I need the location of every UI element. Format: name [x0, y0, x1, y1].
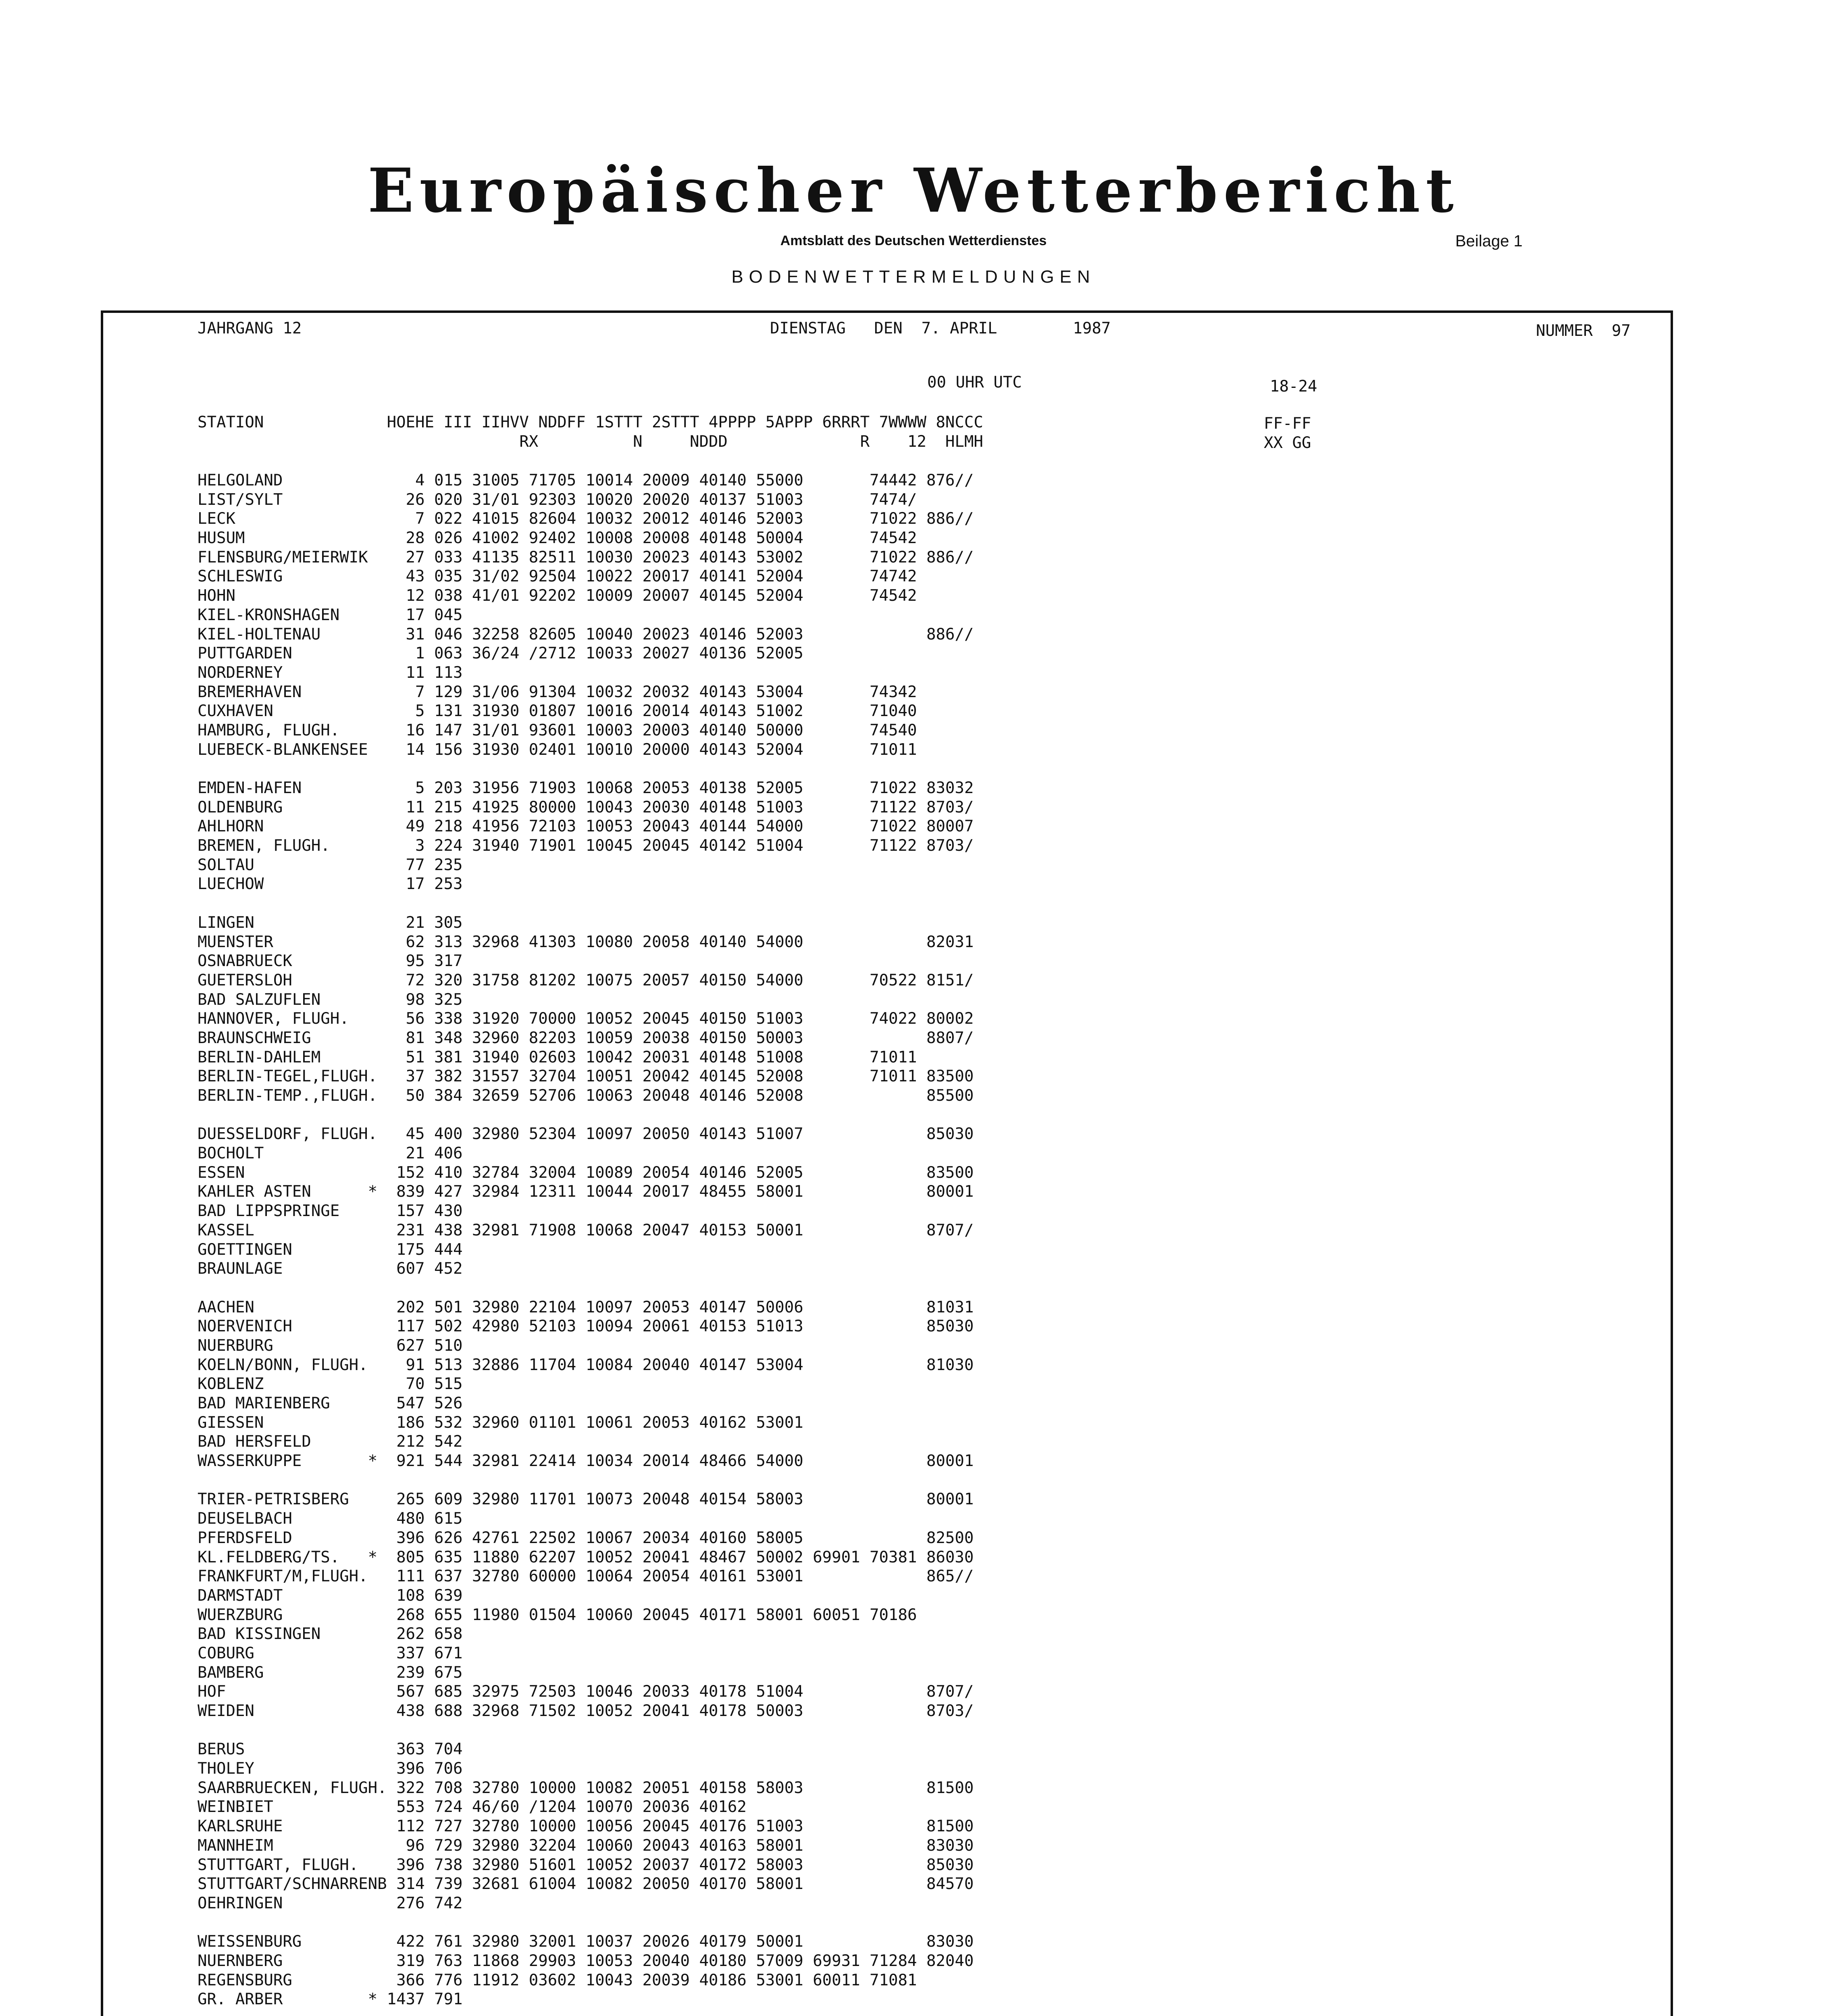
group-separator — [198, 2009, 974, 2016]
table-row: KOBLENZ 70 515 — [198, 1375, 463, 1393]
table-row: LIST/SYLT 26 020 31/01 92303 10020 20020 40137 51003 7474/ — [198, 490, 917, 509]
table-row: REGENSBURG 366 776 11912 03602 10043 20039 40186 53001 60011 71081 — [198, 1971, 917, 1989]
station-table — [198, 471, 974, 2016]
publisher-subtitle: Amtsblatt des Deutschen Wetterdienstes — [780, 233, 1047, 248]
table-row: BERLIN-DAHLEM 51 381 31940 02603 10042 20031 40148 51008 71011 — [198, 1048, 917, 1066]
table-row: BERUS 363 704 — [198, 1740, 463, 1759]
table-row: BAD SALZUFLEN 98 325 — [198, 990, 463, 1009]
table-row: WEINBIET 553 724 46/60 /1204 10070 20036 40162 — [198, 1798, 747, 1816]
table-row: BOCHOLT 21 406 — [198, 1144, 463, 1163]
table-row: STUTTGART, FLUGH. 396 738 32980 51601 10052 20037 40172 58003 85030 — [198, 1856, 974, 1874]
table-row: LECK 7 022 41015 82604 10032 20012 40146 52003 71022 886// — [198, 510, 974, 528]
table-row: HUSUM 28 026 41002 92402 10008 20008 40148 50004 74542 — [198, 529, 917, 548]
table-row: NUERNBERG 319 763 11868 29903 10053 20040 40180 57009 69931 71284 82040 — [198, 1951, 974, 1970]
volume-label: JAHRGANG 12 — [198, 319, 302, 337]
table-row: NOERVENICH 117 502 42980 52103 10094 20061 40153 51013 85030 — [198, 1317, 974, 1336]
table-row: KAHLER ASTEN * 839 427 32984 12311 10044 20017 48455 58001 80001 — [198, 1183, 974, 1201]
issue-number: NUMMER 97 — [1536, 322, 1631, 340]
table-row: TRIER-PETRISBERG 265 609 32980 11701 10073 20048 40154 58003 80001 — [198, 1490, 974, 1509]
group-separator — [198, 1106, 974, 1125]
table-row: MUENSTER 62 313 32968 41303 10080 20058 40140 54000 82031 — [198, 933, 974, 951]
table-row: FLENSBURG/MEIERWIK 27 033 41135 82511 10030 20023 40143 53002 71022 886// — [198, 548, 974, 566]
table-row: COBURG 337 671 — [198, 1644, 463, 1662]
table-row: BREMERHAVEN 7 129 31/06 91304 10032 20032 40143 53004 74342 — [198, 683, 917, 701]
table-row: WEISSENBURG 422 761 32980 32001 10037 20026 40179 50001 83030 — [198, 1933, 974, 1951]
group-separator — [198, 894, 974, 913]
table-row: STUTTGART/SCHNARRENB 314 739 32681 61004 10082 20050 40170 58001 84570 — [198, 1875, 974, 1893]
table-row: FRANKFURT/M,FLUGH. 111 637 32780 60000 10064 20054 40161 53001 865// — [198, 1567, 974, 1586]
table-row: GIESSEN 186 532 32960 01101 10061 20053 40162 53001 — [198, 1413, 803, 1432]
table-row: OEHRINGEN 276 742 — [198, 1894, 463, 1912]
table-row: HAMBURG, FLUGH. 16 147 31/01 93601 10003 20003 40140 50000 74540 — [198, 721, 917, 739]
supplement-label: Beilage 1 — [1455, 232, 1523, 250]
issue-date: DIENSTAG DEN 7. APRIL 1987 — [770, 319, 1111, 337]
table-row: SOLTAU 77 235 — [198, 856, 463, 874]
table-row: KARLSRUHE 112 727 32780 10000 10056 20045 40176 51003 81500 — [198, 1817, 974, 1836]
table-row: KL.FELDBERG/TS. * 805 635 11880 62207 10052 20041 48467 50002 69901 70381 86030 — [198, 1548, 974, 1566]
table-row: KIEL-KRONSHAGEN 17 045 — [198, 606, 463, 624]
table-row: BAD MARIENBERG 547 526 — [198, 1394, 463, 1412]
group-separator — [198, 1721, 974, 1740]
table-row: THOLEY 396 706 — [198, 1760, 463, 1778]
table-row: SAARBRUECKEN, FLUGH. 322 708 32780 10000 10082 20051 40158 58003 81500 — [198, 1779, 974, 1797]
table-row: BAD LIPPSPRINGE 157 430 — [198, 1202, 463, 1220]
page-title: Europäischer Wetterbericht — [368, 155, 1459, 226]
column-header-line-1: STATION HOEHE III IIHVV NDDFF 1STTT 2STTT 4PPPP 5APPP 6RRRT 7WWWW 8NCCC — [198, 413, 983, 431]
table-row: DEUSELBACH 480 615 — [198, 1510, 463, 1528]
table-row: DUESSELDORF, FLUGH. 45 400 32980 52304 10097 20050 40143 51007 85030 — [198, 1125, 974, 1143]
table-row: KIEL-HOLTENAU 31 046 32258 82605 10040 20023 40146 52003 886// — [198, 625, 974, 644]
section-heading: BODENWETTERMELDUNGEN — [731, 267, 1096, 287]
table-row: NUERBURG 627 510 — [198, 1336, 463, 1355]
table-row: PUTTGARDEN 1 063 36/24 /2712 10033 20027 40136 52005 — [198, 644, 803, 663]
column-header-xx: XX GG — [1264, 434, 1311, 452]
time-range: 18-24 — [1270, 377, 1317, 396]
table-row: HANNOVER, FLUGH. 56 338 31920 70000 10052 20045 40150 51003 74022 80002 — [198, 1010, 974, 1028]
table-row: WASSERKUPPE * 921 544 32981 22414 10034 20014 48466 54000 80001 — [198, 1452, 974, 1470]
table-row: WUERZBURG 268 655 11980 01504 10060 20045 40171 58001 60051 70186 — [198, 1606, 917, 1624]
table-row: BRAUNSCHWEIG 81 348 32960 82203 10059 20038 40150 50003 8807/ — [198, 1029, 974, 1047]
table-row: LUEBECK-BLANKENSEE 14 156 31930 02401 10010 20000 40143 52004 71011 — [198, 740, 917, 759]
table-row: EMDEN-HAFEN 5 203 31956 71903 10068 20053 40138 52005 71022 83032 — [198, 779, 974, 797]
table-row: NORDERNEY 11 113 — [198, 663, 463, 682]
table-row: KASSEL 231 438 32981 71908 10068 20047 40153 50001 8707/ — [198, 1221, 974, 1239]
column-header-line-2: RX N NDDD R 12 HLMH — [198, 433, 983, 451]
table-row: BREMEN, FLUGH. 3 224 31940 71901 10045 20045 40142 51004 71122 8703/ — [198, 837, 974, 855]
table-row: GR. ARBER * 1437 791 — [198, 1990, 463, 2009]
table-row: GUETERSLOH 72 320 31758 81202 10075 20057 40150 54000 70522 8151/ — [198, 971, 974, 989]
table-row: GOETTINGEN 175 444 — [198, 1240, 463, 1259]
table-row: AACHEN 202 501 32980 22104 10097 20053 40147 50006 81031 — [198, 1298, 974, 1316]
table-row: WEIDEN 438 688 32968 71502 10052 20041 40178 50003 8703/ — [198, 1702, 974, 1720]
table-row: CUXHAVEN 5 131 31930 01807 10016 20014 40143 51002 71040 — [198, 702, 917, 721]
table-row: KOELN/BONN, FLUGH. 91 513 32886 11704 10084 20040 40147 53004 81030 — [198, 1356, 974, 1374]
group-separator — [198, 1279, 974, 1298]
table-row: LUECHOW 17 253 — [198, 875, 463, 893]
table-row: BERLIN-TEGEL,FLUGH. 37 382 31557 32704 10051 20042 40145 52008 71011 83500 — [198, 1067, 974, 1086]
table-row: LINGEN 21 305 — [198, 913, 463, 932]
table-row: AHLHORN 49 218 41956 72103 10053 20043 40144 54000 71022 80007 — [198, 817, 974, 836]
table-row: PFERDSFELD 396 626 42761 22502 10067 20034 40160 58005 82500 — [198, 1529, 974, 1547]
table-row: OLDENBURG 11 215 41925 80000 10043 20030 40148 51003 71122 8703/ — [198, 798, 974, 816]
table-row: HOF 567 685 32975 72503 10046 20033 40178 51004 8707/ — [198, 1683, 974, 1701]
table-row: DARMSTADT 108 639 — [198, 1586, 463, 1605]
table-row: ESSEN 152 410 32784 32004 10089 20054 40146 52005 83500 — [198, 1163, 974, 1182]
table-row: SCHLESWIG 43 035 31/02 92504 10022 20017 40141 52004 74742 — [198, 567, 917, 586]
table-row: MANNHEIM 96 729 32980 32204 10060 20043 40163 58001 83030 — [198, 1836, 974, 1855]
table-row: BRAUNLAGE 607 452 — [198, 1260, 463, 1278]
table-row: BERLIN-TEMP.,FLUGH. 50 384 32659 52706 10063 20048 40146 52008 85500 — [198, 1087, 974, 1105]
table-row: BAD KISSINGEN 262 658 — [198, 1625, 463, 1643]
table-row: OSNABRUECK 95 317 — [198, 952, 463, 971]
column-header-ff: FF-FF — [1264, 414, 1311, 433]
table-row: HELGOLAND 4 015 31005 71705 10014 20009 40140 55000 74442 876// — [198, 471, 974, 489]
table-row: BAD HERSFELD 212 542 — [198, 1433, 463, 1451]
group-separator — [198, 1471, 974, 1490]
observation-time: 00 UHR UTC — [927, 373, 1022, 392]
table-row: BAMBERG 239 675 — [198, 1663, 463, 1682]
group-separator — [198, 759, 974, 779]
group-separator — [198, 1913, 974, 1933]
table-row: HOHN 12 038 41/01 92202 10009 20007 40145 52004 74542 — [198, 587, 917, 605]
